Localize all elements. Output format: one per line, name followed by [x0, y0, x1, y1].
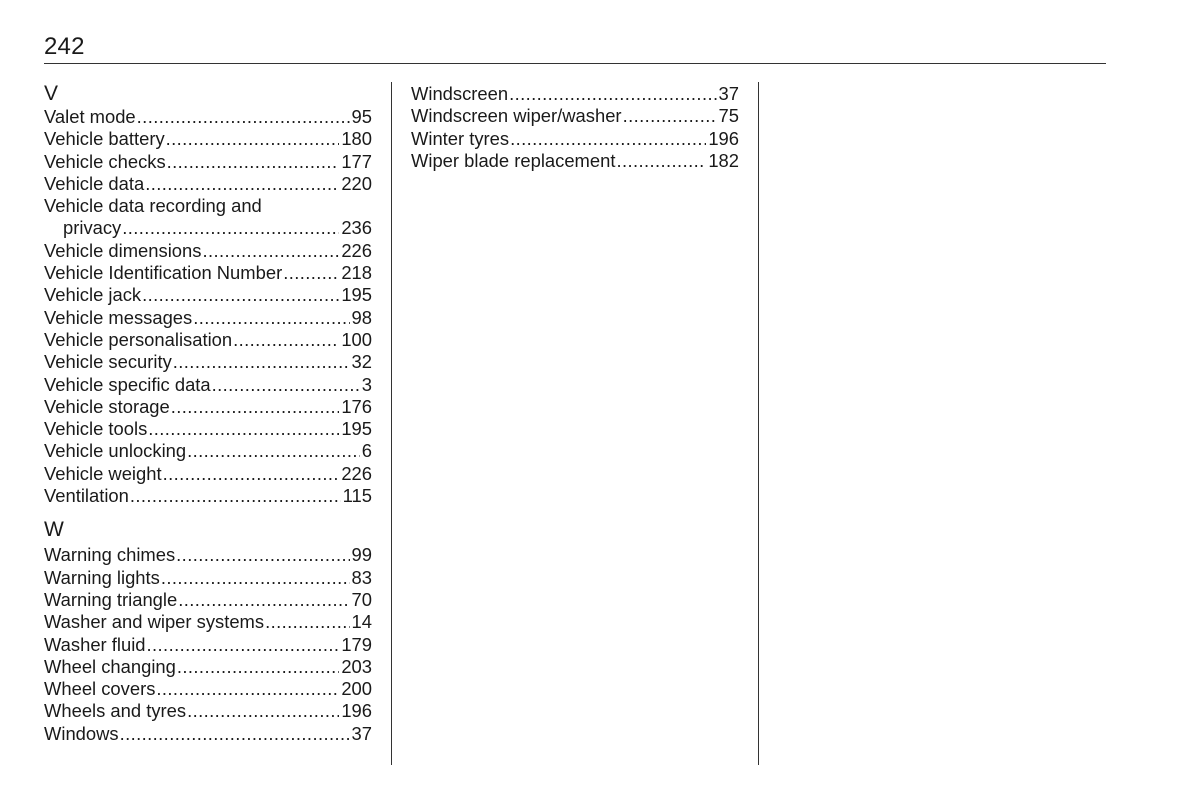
page-reference: 83 [351, 566, 372, 588]
index-term: Warning chimes [44, 544, 176, 566]
index-term: Vehicle messages [44, 306, 193, 328]
page-reference: 196 [708, 127, 739, 149]
index-term: Wheels and tyres [44, 700, 187, 722]
page-reference: 226 [341, 462, 372, 484]
index-term-first-line: Vehicle data recording and [44, 195, 262, 217]
index-entry [44, 567, 372, 589]
index-entry [44, 396, 372, 418]
page-reference: 98 [351, 306, 372, 328]
page-reference: 226 [341, 239, 372, 261]
dot-leader [202, 240, 339, 262]
page-reference: 195 [341, 284, 372, 306]
section-letter-v: V [44, 82, 59, 105]
index-term: Washer fluid [44, 633, 146, 655]
index-term: Windscreen wiper/washer [411, 105, 622, 127]
index-entry [44, 262, 372, 284]
page-reference: 220 [341, 172, 372, 194]
index-entry [44, 589, 372, 611]
index-entry [44, 284, 372, 306]
index-entry [44, 723, 372, 745]
page-reference: 203 [341, 655, 372, 677]
dot-leader [145, 173, 339, 195]
page-reference: 100 [341, 328, 372, 350]
index-term: Vehicle unlocking [44, 440, 187, 462]
index-entry [411, 105, 739, 127]
dot-leader [178, 589, 349, 611]
index-term: Windscreen [411, 83, 509, 104]
dot-leader [171, 396, 340, 418]
index-term: Warning lights [44, 566, 160, 588]
index-term: Vehicle security [44, 351, 172, 373]
index-entry [411, 83, 739, 105]
page-reference: 32 [351, 351, 372, 373]
header-rule [44, 63, 1106, 64]
index-term: Vehicle jack [44, 284, 142, 306]
index-entry [44, 611, 372, 633]
dot-leader [187, 700, 339, 722]
page-reference: 176 [341, 395, 372, 417]
index-entry [44, 217, 372, 239]
index-entry [44, 440, 372, 462]
dot-leader [130, 485, 341, 507]
dot-leader [177, 656, 339, 678]
dot-leader [120, 723, 350, 745]
dot-leader [623, 105, 717, 127]
index-entry [44, 307, 372, 329]
index-entry [411, 128, 739, 150]
page-reference: 115 [342, 485, 372, 507]
index-entry [44, 151, 372, 173]
dot-leader [166, 128, 340, 150]
index-term: Windows [44, 722, 119, 744]
dot-leader [122, 217, 339, 239]
dot-leader [616, 150, 706, 172]
page-reference: 70 [351, 588, 372, 610]
dot-leader [212, 374, 360, 396]
index-column-1 [44, 82, 372, 745]
page-reference: 75 [718, 105, 739, 127]
page-number: 242 [44, 33, 85, 60]
index-entry [44, 656, 372, 678]
index-entry [44, 678, 372, 700]
page-reference: 218 [341, 262, 372, 284]
page-reference: 200 [341, 678, 372, 700]
page-reference: 37 [351, 722, 372, 744]
dot-leader [510, 128, 706, 150]
index-entry [44, 634, 372, 656]
index-term: Winter tyres [411, 127, 510, 149]
dot-leader [509, 83, 716, 105]
page-reference: 196 [341, 700, 372, 722]
index-column-2 [411, 83, 739, 172]
page-reference: 182 [708, 149, 739, 171]
page-reference: 14 [351, 611, 372, 633]
column-divider [391, 82, 392, 765]
page-reference: 99 [351, 544, 372, 566]
dot-leader [156, 678, 339, 700]
index-term: Warning triangle [44, 588, 178, 610]
column-divider [758, 82, 759, 765]
dot-leader [167, 151, 340, 173]
index-entry [44, 700, 372, 722]
index-term: Vehicle weight [44, 462, 162, 484]
index-term: Vehicle battery [44, 128, 165, 150]
index-entry [44, 544, 372, 566]
index-term: Vehicle data [44, 172, 145, 194]
index-entry [44, 106, 372, 128]
index-term: Vehicle dimensions [44, 239, 202, 261]
dot-leader [193, 307, 349, 329]
index-term: Vehicle specific data [44, 373, 211, 395]
dot-leader [265, 611, 349, 633]
dot-leader [147, 634, 340, 656]
dot-leader [283, 262, 339, 284]
index-entry [44, 418, 372, 440]
index-entry [44, 329, 372, 351]
index-entry [44, 351, 372, 373]
page-reference: 236 [341, 217, 372, 239]
index-entry [44, 374, 372, 396]
page-reference: 6 [361, 440, 372, 462]
page-reference: 37 [718, 83, 739, 104]
dot-leader [163, 463, 340, 485]
index-term: Wiper blade replacement [411, 149, 616, 171]
index-term: Wheel changing [44, 655, 176, 677]
dot-leader [137, 106, 350, 128]
index-entry [44, 463, 372, 485]
index-entry [44, 128, 372, 150]
index-term: Vehicle personalisation [44, 328, 233, 350]
index-entry [44, 240, 372, 262]
page-reference: 3 [361, 373, 372, 395]
index-entry [411, 150, 739, 172]
index-term: Washer and wiper systems [44, 611, 265, 633]
section-letter-w: W [44, 518, 64, 542]
index-entry [44, 173, 372, 195]
page-reference: 195 [341, 418, 372, 440]
dot-leader [161, 567, 350, 589]
index-term: Ventilation [44, 485, 129, 507]
dot-leader [233, 329, 339, 351]
index-term: privacy [63, 217, 122, 239]
index-entry [44, 485, 372, 507]
index-term: Vehicle checks [44, 150, 166, 172]
dot-leader [173, 351, 350, 373]
index-term: Vehicle storage [44, 395, 170, 417]
index-term: Vehicle tools [44, 418, 148, 440]
index-term: Valet mode [44, 106, 136, 127]
dot-leader [142, 284, 339, 306]
dot-leader [176, 544, 349, 566]
page-reference: 95 [351, 106, 372, 127]
dot-leader [148, 418, 339, 440]
page-reference: 180 [341, 128, 372, 150]
index-term: Vehicle Identification Number [44, 262, 283, 284]
dot-leader [187, 440, 360, 462]
page-reference: 177 [341, 150, 372, 172]
index-term: Wheel covers [44, 678, 156, 700]
page-reference: 179 [341, 633, 372, 655]
